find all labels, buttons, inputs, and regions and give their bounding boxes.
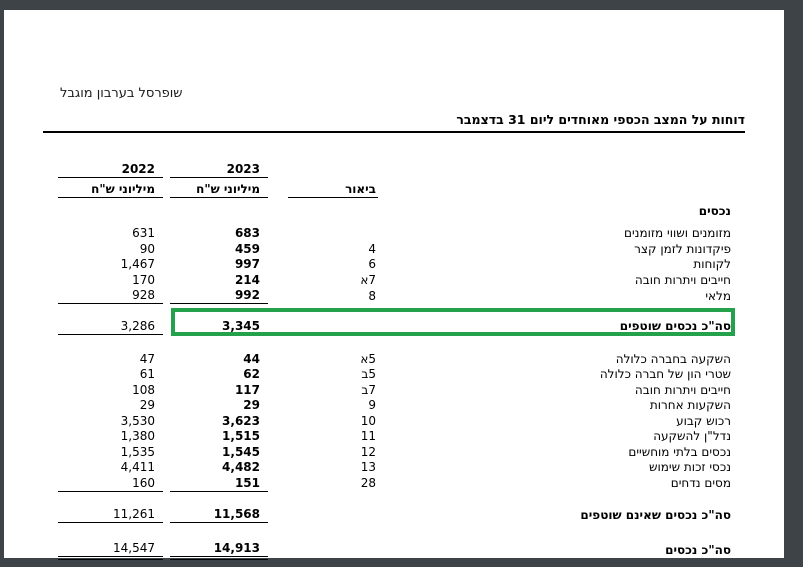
empty-cell	[268, 382, 288, 398]
note-value: 5ב	[361, 367, 376, 382]
value-2022: 90	[139, 241, 155, 256]
note-value	[288, 506, 378, 523]
value-2023: 997	[234, 257, 260, 272]
empty-cell	[378, 161, 745, 178]
total-row	[58, 506, 745, 523]
empty-cell	[378, 178, 745, 198]
value-2023: 683	[234, 226, 260, 241]
value-2023: 151	[170, 475, 268, 491]
empty-cell	[268, 241, 288, 257]
empty-cell	[268, 429, 288, 445]
row-label: נכסים בלתי מוחשיים	[628, 444, 731, 459]
table-row	[58, 382, 745, 398]
spacer-row	[58, 219, 745, 226]
empty-cell	[163, 226, 170, 242]
col-header-note: ביאור	[288, 178, 378, 198]
value-2022: 4,411	[120, 460, 155, 475]
table-row	[58, 475, 745, 491]
units-label-2023: מיליוני ש"ח	[170, 178, 268, 198]
empty-cell	[58, 219, 745, 226]
note-value: 9	[368, 398, 376, 413]
empty-cell	[163, 318, 170, 335]
empty-cell	[288, 161, 378, 178]
note-value: 5א	[360, 351, 376, 366]
empty-cell	[163, 444, 170, 460]
table-row	[58, 398, 745, 414]
note-value: 13	[360, 460, 376, 475]
col-header-2022: 2022	[58, 161, 163, 178]
total-row	[58, 540, 745, 558]
table-row	[58, 257, 745, 273]
row-label: סה"כ נכסים שאינם שוטפים	[580, 507, 731, 522]
table-row	[58, 241, 745, 257]
empty-cell	[163, 161, 170, 178]
value-2023: 11,568	[170, 506, 268, 523]
empty-cell	[163, 178, 170, 198]
row-label: מלאי	[705, 288, 731, 303]
row-label: סה"כ נכסים שוטפים	[619, 319, 731, 334]
value-2023: 992	[170, 288, 268, 304]
note-value	[288, 540, 378, 558]
units-label-2022: מיליוני ש"ח	[58, 178, 163, 198]
empty-cell	[268, 351, 288, 367]
empty-cell	[268, 178, 288, 198]
value-2022: 29	[139, 398, 155, 413]
financial-position-table	[58, 161, 745, 560]
empty-cell	[58, 334, 745, 351]
value-2022: 108	[132, 382, 155, 397]
note-value	[288, 226, 378, 242]
company-name: שופרסל בערבון מוגבל	[60, 86, 183, 101]
table-row	[58, 413, 745, 429]
value-2023: 3,623	[222, 413, 260, 428]
empty-cell	[58, 523, 745, 540]
col-header-2023: 2023	[170, 161, 268, 178]
empty-cell	[268, 506, 288, 523]
note-value: 4	[368, 241, 376, 256]
empty-cell	[163, 272, 170, 288]
row-label: מסים נדחים	[670, 476, 731, 491]
empty-cell	[58, 491, 745, 506]
note-value: 7ב	[361, 382, 376, 397]
table-row	[58, 444, 745, 460]
empty-cell	[163, 288, 170, 304]
value-2022: 14,547	[58, 540, 163, 558]
document-title: דוחות על המצב הכספי מאוחדים ליום 31 בדצמבר	[43, 112, 745, 133]
empty-cell	[163, 540, 170, 558]
spacer-row	[58, 334, 745, 351]
year-header-row	[58, 161, 745, 178]
empty-cell	[268, 398, 288, 414]
value-2023: 29	[243, 398, 260, 413]
note-value: 28	[360, 476, 376, 491]
table-row	[58, 429, 745, 445]
empty-cell	[268, 540, 288, 558]
value-2023: 1,545	[222, 444, 260, 459]
empty-cell	[163, 429, 170, 445]
empty-cell	[163, 351, 170, 367]
value-2022: 1,535	[120, 444, 155, 459]
row-label: פיקדונות לזמן קצר	[634, 241, 731, 256]
document-page	[4, 10, 784, 558]
value-2023: 214	[234, 272, 260, 287]
note-value: 8	[368, 288, 376, 303]
table-row	[58, 226, 745, 242]
empty-cell	[163, 257, 170, 273]
section-header-row	[58, 204, 745, 219]
table-row	[58, 272, 745, 288]
table-row	[58, 460, 745, 476]
value-2023: 4,482	[222, 460, 260, 475]
empty-cell	[163, 367, 170, 383]
value-2022: 61	[139, 367, 155, 382]
table-row	[58, 351, 745, 367]
empty-cell	[268, 413, 288, 429]
value-2022: 928	[58, 288, 163, 304]
highlight-box	[171, 308, 735, 336]
row-label: נכסי זכות שימוש	[648, 460, 731, 475]
table-row	[58, 288, 745, 304]
table-row	[58, 367, 745, 383]
row-label: נדל"ן להשקעה	[653, 429, 731, 444]
row-label: השקעה בחברה כלולה	[615, 351, 731, 366]
empty-cell	[163, 506, 170, 523]
empty-cell	[268, 367, 288, 383]
row-label: לקוחות	[693, 257, 731, 272]
value-2023: 44	[243, 351, 260, 366]
row-label: סה"כ נכסים	[665, 542, 731, 557]
empty-cell	[268, 226, 288, 242]
row-label: שטרי הון של חברה כלולה	[599, 367, 731, 382]
units-header-row	[58, 178, 745, 198]
row-label: חייבים ויתרות חובה	[634, 272, 731, 287]
value-2023: 14,913	[170, 540, 268, 558]
note-value: 10	[360, 413, 376, 428]
value-2023: 3,345	[222, 319, 260, 334]
note-value: 7א	[360, 272, 376, 287]
value-2023: 459	[234, 241, 260, 256]
empty-cell	[163, 460, 170, 476]
row-label: מזומנים ושווי מזומנים	[624, 226, 731, 241]
section-header: נכסים	[698, 203, 731, 218]
empty-cell	[268, 161, 288, 178]
empty-cell	[268, 272, 288, 288]
empty-cell	[163, 241, 170, 257]
value-2022: 47	[139, 351, 155, 366]
value-2022: 1,467	[120, 257, 155, 272]
note-value: 6	[368, 257, 376, 272]
value-2022: 1,380	[120, 429, 155, 444]
empty-cell	[163, 382, 170, 398]
empty-cell	[268, 444, 288, 460]
value-2022: 631	[132, 226, 155, 241]
empty-cell	[268, 475, 288, 491]
spacer-row	[58, 491, 745, 506]
value-2022: 3,286	[58, 318, 163, 335]
row-label: השקעות אחרות	[649, 398, 731, 413]
row-label: רכוש קבוע	[676, 413, 731, 428]
empty-cell	[268, 257, 288, 273]
value-2023: 1,515	[222, 429, 260, 444]
empty-cell	[163, 398, 170, 414]
empty-cell	[268, 460, 288, 476]
empty-cell	[163, 413, 170, 429]
value-2022: 160	[58, 475, 163, 491]
row-label: חייבים ויתרות חובה	[634, 382, 731, 397]
value-2022: 170	[132, 272, 155, 287]
empty-cell	[163, 475, 170, 491]
spacer-row	[58, 523, 745, 540]
empty-cell	[268, 288, 288, 304]
value-2023: 62	[243, 367, 260, 382]
value-2023: 117	[234, 382, 260, 397]
note-value: 11	[360, 429, 376, 444]
value-2022: 3,530	[120, 413, 155, 428]
value-2022: 11,261	[58, 506, 163, 523]
note-value: 12	[360, 444, 376, 459]
